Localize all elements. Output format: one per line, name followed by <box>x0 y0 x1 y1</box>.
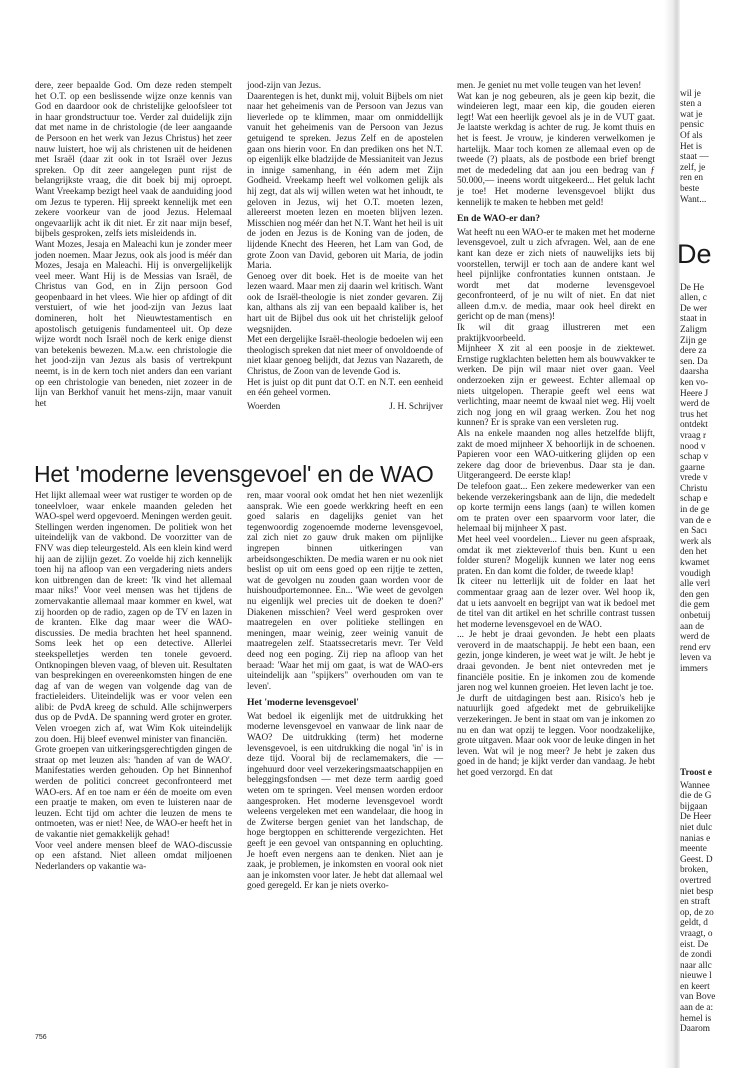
review-column-2 <box>247 81 443 431</box>
article-subheading-2: En de WAO-er dan? <box>457 213 541 225</box>
next-page-top-text: wil je sten a wat je pensic Of als Het is staat — zelf, je ren en beste Want... <box>680 88 709 205</box>
page-number: 756 <box>35 1034 47 1041</box>
article-text-1: Het lijkt allemaal weer wat rustiger te worden op de toneelvloer, waar enkele maanden geleden het WAO-spel werd opgevoerd. Meningen werden geuit. Stellingen werden ingenomen. De politiek won het uiteindelijk van de vakbond. De voorzitter van de FNV was diep teleurgesteld. Als een klein kind werd hij aan de zijlijn gezet. Zo voelde hij zich kennelijk toen hij na afloop van een vergadering niets anders kon uitbrengen dan de kreet: 'Ik vind het allemaal maar niks!' Voor veel mensen was het tijdens de zomervakantie allemaal maar kommer en kwel, wat zij hoorden op de radio, zagen op de TV en lazen in de kranten. Elke dag maar weer die WAO-discussies. De media brachten het heel spannend. Soms leek het op een detective. Allerlei steekspelletjes werden ten tonele gevoerd. Ontknopingen bleven vaag, of bleven uit. Resultaten van besprekingen en overeenkomsten hingen de ene dag af van de wegen van volgende dag van de fractieleiders. Uiteindelijk was er voor velen een alibi: de PvdA kreeg de schuld. Alle schijnwerpers dus op de PvdA. De spanning werd groter en groter. Velen vroegen zich af, wat Wim Kok uiteindelijk zou doen. Hij bleef evenwel minister van financiën. Grote groepen van uitkeringsgerechtigden gingen de straat op met leuzen als: 'handen af van de WAO'. Manifestaties werden gehouden. Op het Binnenhof werden de politici concreet geconfronteerd met WAO-ers. Af en toe nam er één de moeite om even een praatje te maken, om even te luisteren naar de leuzen. Echt tijd om achter die leuzen de mens te ontmoeten, was er niet! Nee, de WAO-er heeft het in de vakantie niet gemakkelijk gehad! Voor veel andere mensen bleef de WAO-discussie op een afstand. Niet alleen omdat miljoenen Nederlanders op vakantie wa- <box>35 491 232 872</box>
article-text-2b: Wat bedoel ik eigenlijk met de uitdrukking het moderne levensgevoel en vanwaar de link naar de WAO? De uitdrukking (term) het moderne levensgevoel, is een uitdrukking die nogal 'in' is in deze tijd. Vooral bij de reclamemakers, die — ingehuurd door veel verzekeringsmaatschappijen en beleggingsfondsen — met deze term aardig goed weten om te springen. Veel mensen worden erdoor aangesproken. Het moderne levensgevoel wordt weleens vergeleken met een wandelaar, die hoog in de Zwiterse bergen geniet van het landschap, de hoge bergtoppen en schitterende vergezichten. Het geeft je een gevoel van ontspanning en opluchting. Je hoeft even nergens aan te denken. Niet aan je zaak, je problemen, je inkomsten en vooral ook niet aan je inkomsten voor later. Je hebt dat allemaal wel goed geregeld. Er kan je niets overko- <box>247 711 443 892</box>
review-text-2: jood-zijn van Jezus. Daarentegen is het, dunkt mij, voluit Bijbels om niet naar het geheimenis van de Persoon van Jezus van lieverlede op te klimmen, maar om onmiddellijk vanuit het geheimenis van de Persoon van Jezus getuigend te spreken. Jezus Zelf en de apostelen gaan ons hierin voor. En dan prediken ons het N.T. op eigenlijk elke bladzijde de Messianiteit van Jezus in innige samenhang, in één adem met Zijn Godheid. Vreekamp heeft wel volkomen gelijk als hij zegt, dat als wij willen weten wat het inhoudt, te geloven in Jezus, wij het O.T. moeten lezen, allereerst moeten lezen en moeten blijven lezen. Misschien nog méér dan het N.T. Want het heil is uit de joden en Jezus is de Koning van de joden, de lijdende Knecht des Heeren, het Lam van God, de grote Zoon van David, geboren uit Maria, de jodin Maria. Genoeg over dit boek. Het is de moeite van het lezen waard. Maar men zij daarin wel kritisch. Want ook de Israël-theologie is niet zonder gevaren. Zij kan, althans als zij van een bepaald kaliber is, het hart uit de Bijbel dus ook uit het christelijk geloof wegsnijden. Met een dergelijke Israël-theologie bedoelen wij een theologisch spreken dat niet meer of onvoldoende of niet klaar genoeg belijdt, dat Jezus van Nazareth, de Christus, de Zoon van de levende God is. Het is juist op dit punt dat O.T. en N.T. een eenheid en één geheel vormen. <box>247 81 443 399</box>
review-byline <box>247 402 443 413</box>
article-text-3b: Wat heeft nu een WAO-er te maken met het moderne levensgevoel, zult u zich afvragen. Wel, aan de ene kant kan deze er zich niets of nauwelijks iets bij voorstellen, terwijl er toch aan de andere kant wel heel pijnlijke confrontaties kunnen ontstaan. Je wordt met dat moderne levensgevoel geconfronteerd, of je nu wilt of niet. En dat niet alleen d.m.v. de media, maar ook heel direkt en gericht op de man (mens)! Ik wil dit graag illustreren met een praktijkvoorbeeld. Mijnheer X zit al een poosje in de ziektewet. Ernstige rugklachten beletten hem als bouwvakker te werken. De pijn wil maar niet over gaan. Veel onderzoeken zijn er geweest. Echter allemaal op niets uitgelopen. Therapie geeft wel eens wat verlichting, maar neemt de kwaal niet weg. Hij voelt zich nog jong en wil graag werken. Zou het nog kunnen? Er is sprake van een versleten rug. Als na enkele maanden nog alles hetzelfde blijft, zakt de moed mijnheer X behoorlijk in de schoenen. Papieren voor een WAO-uitkering glijden op een zekere dag door de brievenbus. Daar sta je dan. Uitgerangeerd. De eerste klap! De telefoon gaat... Een zekere medewerker van een bekende verzekeringsbank aan de lijn, die mededelt op korte termijn eens langs (aan) te willen komen om te praten over een spaarvorm voor later, die helemaal bij mijnheer X past. Met heel veel voordelen... Liever nu geen afspraak, omdat ik met ziekteverlof thuis ben. Kunt u een folder sturen? Mogelijk kunnen we later nog eens praten. En dan komt die folder, de tweede klap! Ik citeer nu letterlijk uit de folder en laat het commentaar graag aan de lezer over. Wel hoop ik, dat u iets aanvoelt en begrijpt van wat ik bedoel met de titel van dit artikel en het schrille contrast tussen het moderne levensgevoel en de WAO. ... Je hebt je draai gevonden. Je hebt een plaats veroverd in de maatschappij. Je hebt een baan, een gezin, jonge kinderen, je weet wat je wilt. Je hebt je draai gevonden. Je bent niet ontevreden met je financiële positie. En je inkomen zou de komende jaren nog wel kunnen groeien. Het leven lacht je toe. Je durft de uitdagingen best aan. Risico's heb je natuurlijk goed afgedekt met de gebruikelijke verzekeringen. Je bent in staat om van je inkomen zo nu en dan wat opzij te leggen. Voor noodzakelijke, grote uitgaven. Maar ook voor de leuke dingen in het leven. Wat wil je nog meer? Je hebt je zaken dus goed in de hand; je kijkt verder dan vandaag. Je hebt het goed verzorgd. En dat <box>457 227 655 778</box>
next-page-subheading: Troost e <box>680 767 712 778</box>
review-column-1 <box>35 81 232 431</box>
page-gutter <box>664 0 680 1068</box>
article-column-1 <box>35 491 232 1026</box>
article-subheading-1: Het 'moderne levensgevoel' <box>247 697 359 709</box>
article-headline: Het 'moderne levensgevoel' en de WAO <box>34 461 434 487</box>
article-text-2a: ren, maar vooral ook omdat het hen niet wezenlijk aansprak. Wie een goede werkkring heeft en een goed salaris en dagelijks geniet van het tegenwoordig zogenoemde moderne levensgevoel, zal zich niet zo gauw druk maken om pijnlijke ingrepen binnen uitkeringen van arbeidsongeschikten. De media waren er nu ook niet beslist op uit om eens goed op een rijtje te zetten, wat de gevolgen nu zouden gaan worden voor de huishoudportemonnee. En... 'Wie weet de gevolgen nu eigenlijk wel precies uit de doeken te doen?' Diakenen misschien? Veel werd gesproken over maatregelen en over politieke stellingen en meningen, maar weinig, zeer weinig vanuit de maatregelen zelf. Staatssecretaris mevr. Ter Veld deed nog een poging. Zij riep na afloop van het beraad: 'Waar het mij om gaat, is wat de WAO-ers uiteindelijk aan "spijkers" overhouden om van te leven'. <box>247 491 443 692</box>
next-page-heading: De <box>677 239 712 269</box>
byline-author: J. H. Schrijver <box>389 401 443 412</box>
next-page-body-text: De He allen, c De wer staat in Zaligm Zijn ge dere za sen. Da daarsha ken vo- Heere J werd de trus het ontdekt vraag r nood v schap v gaarne vrede v Christu schap e in de ge van de e en Sacı werk als den het kwamet voudigh alle verl den gen die gem onbetuij aan de werd de rend erv leven va immers <box>680 282 712 674</box>
article-text-3a: men. Je geniet nu met volle teugen van het leven! Wat kan je nog gebeuren, als je geen kip bezit, die windeieren legt, maar een kip, die gouden eieren legt! Wat een heerlijk gevoel als je in de VUT gaat. Je laatste werkdag is achter de rug. Je komt thuis en het is feest. Je vrouw, je kinderen verwelkomen je hartelijk. Maar toch komen ze allemaal even op de tweede (?) plaats, als de postbode een brief brengt met de mededeling dat aan jou een bedrag van ƒ 50.000,— ineens wordt uitgekeerd... Het geluk lacht je toe! Het moderne levensgevoel blijkt dus kennelijk te maken te hebben met geld! <box>457 81 655 208</box>
next-page-body-text-2: Wannee die de G bijgaan De Heer niet dulc nanias e meente Geest. D broken, overtred niet besp en straft op, de zo geldt, d vraagt, o eist. De de zondi naar allc nieuwe l en keert van Bove aan de a: hemel is Daarom <box>680 780 716 1035</box>
byline-place: Woerden <box>247 401 281 412</box>
article-column-2 <box>247 491 443 1026</box>
review-text-1: dere, zeer bepaalde God. Om deze reden stempelt het O.T. op een beslissende wijze onze kennis van God en daardoor ook de christelijke geloofsleer tot in haar grondstructuur toe. Verder zal duidelijk zijn dat met name in de christologie (de leer aangaande de Persoon en het werk van Jezus Christus) het zeer nauw luistert, hoe wij als christenen uit de heidenen met Israël (daar zit ook in tot Israël over Jezus spreken. Op dit zeer aangelegen punt rijst de belangrijkste vraag, die dit boek bij mij oproept. Want Vreekamp bezigt heel vaak de aanduiding jood om Jezus te typeren. Hij spreekt kennelijk met een zekere voorkeur van de jood Jezus. Helemaal ongevaarlijk acht ik dit niet. Er zit naar mijn besef, bijbels gesproken, zelfs iets misleidends in. Want Mozes, Jesaja en Maleachi kun je zonder meer joden noemen. Maar Jezus, ook als jood is méér dan Mozes, Jesaja en Maleachi. Hij is onvergelijkelijk veel meer. Want Hij is de Messias van Israël, de Christus van God, en in Zijn persoon God geopenbaard in het vlees. Wie hier op afdingt of dit verstuiert, of wie het jood-zijn van Jezus laat domineren, holt het Nieuwtestamentisch en apostolisch getuigenis fundamenteel uit. Op deze wijze wordt noch Israël noch de kerk enige dienst van betekenis bewezen. M.a.w. een christologie die het jood-zijn van Jezus als basis of vertrekpunt neemt, is in de kern toch niet anders dan een variant op een christologie van beneden, niet zozeer in de lijn van Berkhof vanuit het mens-zijn, maar vanuit het <box>35 81 232 409</box>
article-column-3 <box>457 81 655 1046</box>
